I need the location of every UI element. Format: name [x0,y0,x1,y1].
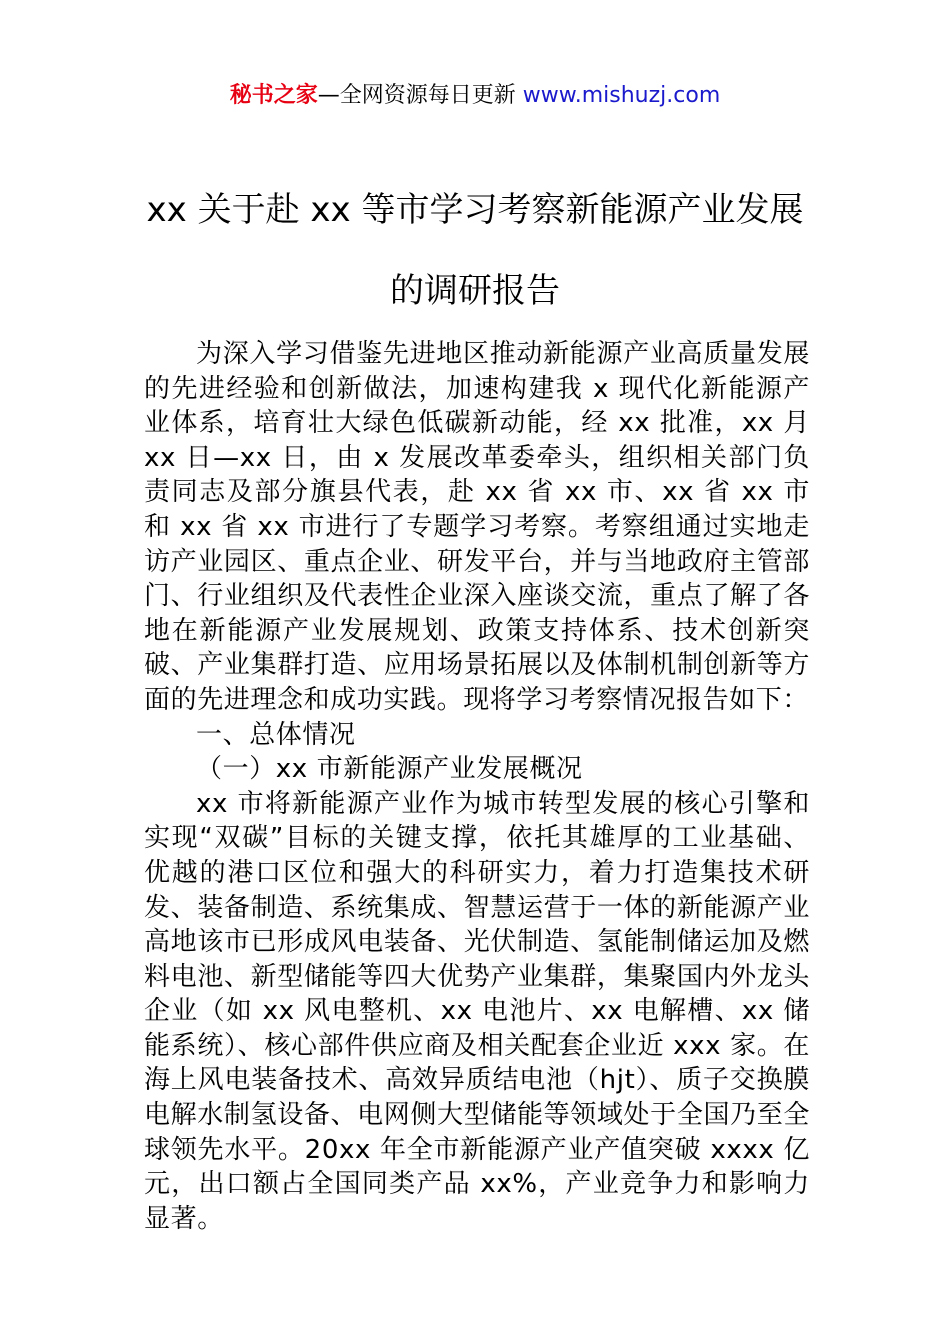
body-paragraph: xx 市将新能源产业作为城市转型发展的核心引擎和实现“双碳”目标的关键支撑，依托其雄厚的工业基础、优越的港口区位和强大的科研实力，着力打造集技术研发、装备制造、系统集成、智慧运营于一体的新能源产业高地该市已形成风电装备、光伏制造、氢能制储运加及燃料电池、新型储能等四大优势产业集群，集聚国内外龙头企业（如 xx 风电整机、xx 电池片、xx 电解槽、xx 储能系统）、核心部件供应商及相关配套企业近 xxx 家。在海上风电装备技术、高效异质结电池（hjt）、质子交换膜电解水制氢设备、电网侧大型储能等领域处于全国乃至全球领先水平。20xx 年全市新能源产业产值突破 xxxx 亿元，出口额占全国同类产品 xx%，产业竞争力和影响力显著。 [144,788,810,1234]
document-title [120,170,830,332]
site-link[interactable]: www.mishuzj.com [522,83,721,108]
intro-paragraph: 为深入学习借鉴先进地区推动新能源产业高质量发展的先进经验和创新做法，加速构建我 x 现代化新能源产业体系，培育壮大绿色低碳新动能，经 xx 批准，xx 月 xx 日—xx 日，由 x 发展改革委牵头，组织相关部门负责同志及部分旗县代表，赴 xx 省 xx 市、xx 省 xx 市和 xx 省 xx 市进行了专题学习考察。考察组通过实地走访产业园区、重点企业、研发平台，并与当地政府主管部门、行业组织及代表性企业深入座谈交流，重点了解了各地在新能源产业发展规划、政策支持体系、技术创新突破、产业集群打造、应用场景拓展以及体制机制创新等方面的先进理念和成功实践。现将学习考察情况报告如下： [144,339,810,715]
brand-name: 秘书之家 [229,83,318,108]
site-header [0,80,950,112]
section-heading: 一、总体情况 [196,719,356,750]
document-body [144,337,810,1236]
title-line-1: xx 关于赴 xx 等市学习考察新能源产业发展 [146,190,804,230]
title-line-2: 的调研报告 [390,271,560,311]
header-tagline: —全网资源每日更新 [317,83,523,108]
subsection-heading: （一）xx 市新能源产业发展概况 [196,754,583,785]
